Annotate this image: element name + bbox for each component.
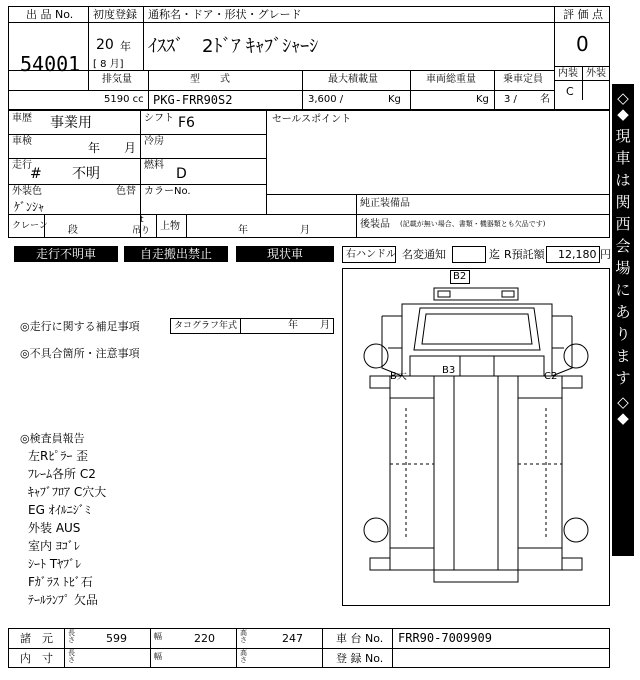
banner-char: に — [615, 281, 631, 299]
max-load-unit: Kg — [388, 94, 401, 105]
color-code-label: カラーNo. — [144, 186, 191, 197]
banner-char: ◆ — [617, 409, 629, 427]
banner-char: 現 — [615, 127, 631, 145]
inner-length-label: 長さ — [68, 649, 75, 664]
name-change-label: 名変通知 — [402, 248, 446, 261]
inspector-line: 室内 ﾖｺﾞﾚ — [28, 539, 80, 553]
damage-mark-center: B3 — [442, 365, 456, 376]
tachograph-label: タコグラフ年式 — [174, 321, 238, 331]
mileage-value: 不明 — [72, 166, 100, 182]
genuine-equipment-label: 純正装備品 — [360, 198, 410, 209]
shift-value: F6 — [178, 115, 195, 131]
crane-ton-bottom: 吊り — [132, 226, 151, 236]
recycle-label: R預託額 — [504, 248, 545, 261]
gross-weight-unit: Kg — [476, 94, 489, 105]
inspector-line: 左Rﾋﾟﾗｰ 歪 — [28, 449, 89, 463]
chassis-number: FRR90-7009909 — [398, 631, 492, 645]
banner-char: ◇ — [617, 89, 629, 107]
inspector-line: EG ｵｲﾙﾆｼﾞﾐ — [28, 503, 91, 517]
banner-char: 場 — [615, 259, 631, 277]
registration-label: 登 録 No. — [336, 652, 384, 665]
inspection-label: 車検 — [12, 136, 32, 147]
steering-value: 右ハンドル — [346, 249, 396, 260]
defects-title: ◎不具合箇所・注意事項 — [20, 347, 140, 360]
inspector-line: ﾃｰﾙﾗﾝﾌﾟ 欠品 — [28, 593, 98, 607]
model-value: PKG-FRR90S2 — [153, 93, 233, 107]
length-label: 長さ — [68, 629, 75, 644]
rating-label: 評 価 点 — [563, 8, 603, 21]
location-banner — [612, 84, 634, 556]
lot-number: 54001 — [20, 52, 81, 76]
first-reg-year: 20 — [96, 37, 114, 53]
car-name-label: 通称名・ドア・形状・グレード — [148, 8, 302, 21]
crane-label: クレーン — [12, 221, 48, 231]
banner-char: ◇ — [617, 393, 629, 411]
history-value: 事業用 — [50, 115, 92, 131]
first-reg-year-unit: 年 — [120, 40, 131, 53]
shift-label: シフト — [144, 113, 174, 124]
inspection-month: 月 — [124, 141, 137, 155]
loading-month: 月 — [300, 225, 310, 236]
chassis-label: 車 台 No. — [336, 632, 384, 645]
displacement-value: 5190 cc — [104, 94, 144, 105]
damage-mark-right: C2 — [544, 371, 558, 382]
selling-points-label: セールスポイント — [272, 114, 352, 125]
color-change-label: 色替 — [116, 186, 136, 197]
banner-char: あ — [615, 303, 631, 321]
banner-char: 車 — [615, 149, 631, 167]
fuel-value: D — [176, 166, 187, 182]
inner-dims-label: 内 寸 — [20, 652, 53, 665]
color-label: 外装色 — [12, 186, 42, 197]
banner-char: ◆ — [617, 105, 629, 123]
inspector-line: Fｶﾞﾗｽ ﾄﾋﾞ石 — [28, 575, 93, 589]
banner-char: ま — [615, 347, 631, 365]
banner-char: り — [615, 325, 631, 343]
banner-char: 西 — [615, 215, 631, 233]
inspection-year: 年 — [88, 141, 101, 155]
mileage-unknown-badge: 走行不明車 — [14, 246, 118, 262]
name-change-box — [452, 246, 486, 263]
width-value: 220 — [194, 632, 215, 645]
banner-char: 関 — [615, 193, 631, 211]
banner-char: す — [615, 369, 631, 387]
truck-diagram — [342, 268, 610, 606]
dims-label: 諸 元 — [20, 632, 53, 645]
exterior-label: 外装 — [586, 68, 606, 79]
max-load-label: 最大積載量 — [328, 74, 378, 85]
inspector-title: ◎検査員報告 — [20, 432, 85, 445]
mileage-prefix: # — [30, 166, 42, 182]
recycle-amount: 12,180 — [558, 248, 597, 261]
width-label: 幅 — [154, 632, 162, 641]
crane-stage: 段 — [68, 225, 78, 236]
capacity-label: 乗車定員 — [503, 74, 543, 85]
inner-height-label: 高さ — [240, 649, 247, 664]
inner-width-label: 幅 — [154, 652, 162, 661]
recycle-unit: 円 — [600, 248, 611, 261]
capacity-value: 3 / — [504, 94, 517, 105]
height-value: 247 — [282, 632, 303, 645]
banner-char: 会 — [615, 237, 631, 255]
inspector-line: ｷｬﾌﾞﾌﾛｱ C穴大 — [28, 485, 107, 499]
deadline-mark: 迄 — [489, 248, 500, 261]
history-label: 車歴 — [12, 113, 32, 124]
max-load-value: 3,600 / — [308, 94, 344, 105]
self-drive-prohibited-badge: 自走搬出禁止 — [124, 246, 228, 262]
loading-label: 上物 — [160, 221, 180, 232]
as-is-badge: 現状車 — [236, 246, 334, 262]
aftermarket-label: 後装品 — [360, 219, 390, 230]
interior-grade: C — [566, 85, 574, 98]
first-reg-label: 初度登録 — [93, 8, 137, 21]
inspector-line: ﾌﾚｰﾑ各所 C2 — [28, 467, 96, 481]
length-value: 599 — [106, 632, 127, 645]
inspector-line: ｼｰﾄ Tﾔﾌﾞﾚ — [28, 557, 82, 571]
loading-year: 年 — [238, 225, 248, 236]
fuel-label: 燃料 — [144, 160, 164, 171]
lot-label: 出 品 No. — [26, 8, 74, 21]
tachograph-month: 月 — [320, 320, 330, 331]
inspector-line: 外装 AUS — [28, 521, 81, 535]
driving-notes-title: ◎走行に関する補足事項 — [20, 320, 140, 333]
car-name: ｲｽｽﾞ 2ﾄﾞｱ ｷｬﾌﾞｼｬｰｼ — [148, 36, 319, 57]
color-value: ｹﾞﾝｼｬ — [14, 200, 45, 214]
displacement-label: 排気量 — [102, 74, 132, 85]
crane-ton-top: t — [140, 215, 144, 225]
model-label: 型 式 — [190, 74, 230, 85]
banner-char: は — [615, 171, 631, 189]
interior-label: 内装 — [558, 68, 578, 79]
mileage-label: 走行 — [12, 160, 32, 171]
height-label: 高さ — [240, 629, 247, 644]
damage-mark-top: B2 — [453, 271, 467, 282]
rating-value: 0 — [576, 32, 589, 56]
first-reg-month: [ 8 月] — [93, 59, 124, 70]
ac-label: 冷房 — [144, 136, 164, 147]
gross-weight-label: 車両総重量 — [426, 74, 476, 85]
capacity-unit: 名 — [540, 94, 550, 105]
aftermarket-note: (記載が無い場合、書類・機器類とも欠品です) — [400, 220, 546, 228]
tachograph-year: 年 — [288, 320, 298, 331]
damage-mark-left: B大 — [390, 371, 407, 382]
